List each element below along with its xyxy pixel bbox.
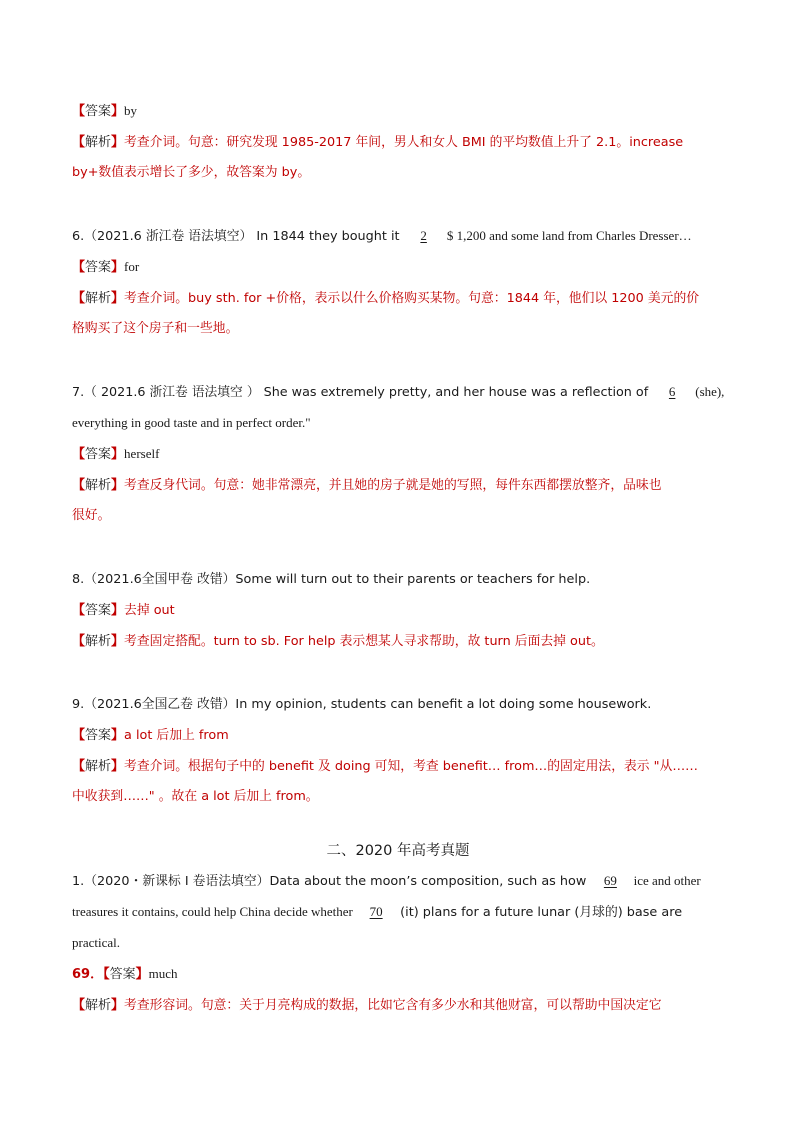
question-text: treasures it contains, could help China decide whether <box>72 904 357 919</box>
answer-label: 答案 <box>85 728 112 743</box>
answer-label: 答案 <box>85 447 112 462</box>
answer-line-6 <box>72 259 139 276</box>
answer-value: by <box>124 103 138 118</box>
bracket-close: 】 <box>111 478 125 493</box>
analysis-line-69 <box>72 997 662 1014</box>
bracket-close: 】 <box>111 291 125 306</box>
blank-69: 69 <box>603 873 617 888</box>
answer-line-5 <box>72 103 137 120</box>
analysis-text: 考查介词。句意：研究发现 1985-2017 年间，男人和女人 BMI 的平均数值上升了 2.1。increase <box>124 135 684 150</box>
section-heading: 二、2020 年高考真题 <box>326 843 470 859</box>
analysis-text: 考查形容词。句意：关于月亮构成的数据，比如它含有多少水和其他财富，可以帮助中国决定它 <box>124 998 662 1013</box>
answer-number: 69． <box>72 967 104 982</box>
question-6 <box>72 228 692 245</box>
question-text: 8.（2021.6全国甲卷 改错）Some will turn out to their parents or teachers for help. <box>72 572 591 587</box>
analysis-label: 解析 <box>85 998 112 1013</box>
answer-label: 答案 <box>85 603 112 618</box>
analysis-label: 解析 <box>85 759 112 774</box>
analysis-label: 解析 <box>85 478 112 493</box>
bracket-open: 【 <box>72 478 86 493</box>
analysis-line-5a <box>72 134 683 151</box>
question-text: ice and other <box>630 873 701 888</box>
answer-value: herself <box>124 446 160 461</box>
question-text: $ 1,200 and some land from Charles Dresser… <box>443 228 692 243</box>
blank-70: 70 <box>369 904 383 919</box>
bracket-close: 】 <box>111 998 125 1013</box>
analysis-text: 考查固定搭配。turn to sb. For help 表示想某人寻求帮助，故 turn 后面去掉 out。 <box>124 634 604 649</box>
analysis-label: 解析 <box>85 135 112 150</box>
bracket-open: 【 <box>72 603 86 618</box>
bracket-open: 【 <box>72 447 86 462</box>
question-text: 6.（2021.6 浙江卷 语法填空） In 1844 they bought it <box>72 229 404 244</box>
analysis-line-7a <box>72 477 662 494</box>
bracket-open: 【 <box>72 291 86 306</box>
answer-value: 去掉 out <box>124 603 175 618</box>
question-text: 9.（2021.6全国乙卷 改错）In my opinion, students can benefit a lot doing some housework. <box>72 697 652 712</box>
answer-value: for <box>124 259 140 274</box>
analysis-line-8 <box>72 633 604 650</box>
question-text: (she), <box>692 384 725 399</box>
analysis-text: 考查介词。根据句子中的 benefit 及 doing 可知，考查 benefit… from…的固定用法，表示 "从…… <box>124 759 698 774</box>
bracket-close: 】 <box>111 603 125 618</box>
answer-line-8 <box>72 602 175 619</box>
analysis-label: 解析 <box>85 291 112 306</box>
bracket-close: 】 <box>111 447 125 462</box>
bracket-close: 】 <box>111 634 125 649</box>
analysis-line-9b: 中收获到……" 。故在 a lot 后加上 from。 <box>72 789 319 804</box>
bracket-close: 】 <box>111 135 125 150</box>
analysis-line-7b: 很好。 <box>72 508 111 523</box>
question-9 <box>72 696 651 713</box>
bracket-close: 】 <box>111 759 125 774</box>
answer-line-7 <box>72 446 159 463</box>
bracket-close: 】 <box>111 104 125 119</box>
analysis-line-6a <box>72 290 699 307</box>
bracket-open: 【 <box>72 728 86 743</box>
answer-label: 答案 <box>85 104 112 119</box>
question-text: 7.（ 2021.6 浙江卷 语法填空 ） She was extremely pretty, and her house was a reflection of <box>72 385 653 400</box>
question-text: (it) plans for a future lunar (月球的) base are <box>396 905 683 920</box>
question-7 <box>72 384 724 401</box>
answer-line-9 <box>72 727 229 744</box>
answer-value: much <box>148 966 178 981</box>
bracket-open: 【 <box>72 104 86 119</box>
bracket-close: 】 <box>135 967 149 982</box>
question-2020-1-line2 <box>72 904 682 921</box>
answer-value: a lot 后加上 from <box>124 728 229 743</box>
analysis-text: 考查介词。buy sth. for +价格，表示以什么价格购买某物。句意：1844 年，他们以 1200 美元的价 <box>124 291 700 306</box>
question-text: 1.（2020・新课标 I 卷语法填空）Data about the moon’s composition, such as how <box>72 874 591 889</box>
answer-line-69 <box>72 966 178 983</box>
question-8 <box>72 571 590 588</box>
bracket-open: 【 <box>103 967 110 982</box>
question-7-line2: everything in good taste and in perfect order." <box>72 415 311 430</box>
question-2020-1-line3: practical. <box>72 935 120 950</box>
blank-2: 2 <box>420 228 427 243</box>
answer-label: 答案 <box>85 260 112 275</box>
bracket-open: 【 <box>72 135 86 150</box>
answer-label: 答案 <box>109 967 136 982</box>
bracket-close: 】 <box>111 728 125 743</box>
analysis-line-9a <box>72 758 698 775</box>
blank-6: 6 <box>668 384 676 399</box>
bracket-close: 】 <box>111 260 125 275</box>
bracket-open: 【 <box>72 759 86 774</box>
analysis-label: 解析 <box>85 634 112 649</box>
analysis-text: 考查反身代词。句意：她非常漂亮，并且她的房子就是她的写照，每件东西都摆放整齐，品味也 <box>124 478 662 493</box>
bracket-open: 【 <box>72 260 86 275</box>
bracket-open: 【 <box>72 634 86 649</box>
bracket-open: 【 <box>72 998 86 1013</box>
analysis-line-5b: by+数值表示增长了多少，故答案为 by。 <box>72 165 311 180</box>
analysis-line-6b: 格购买了这个房子和一些地。 <box>72 321 239 336</box>
question-2020-1 <box>72 873 701 890</box>
